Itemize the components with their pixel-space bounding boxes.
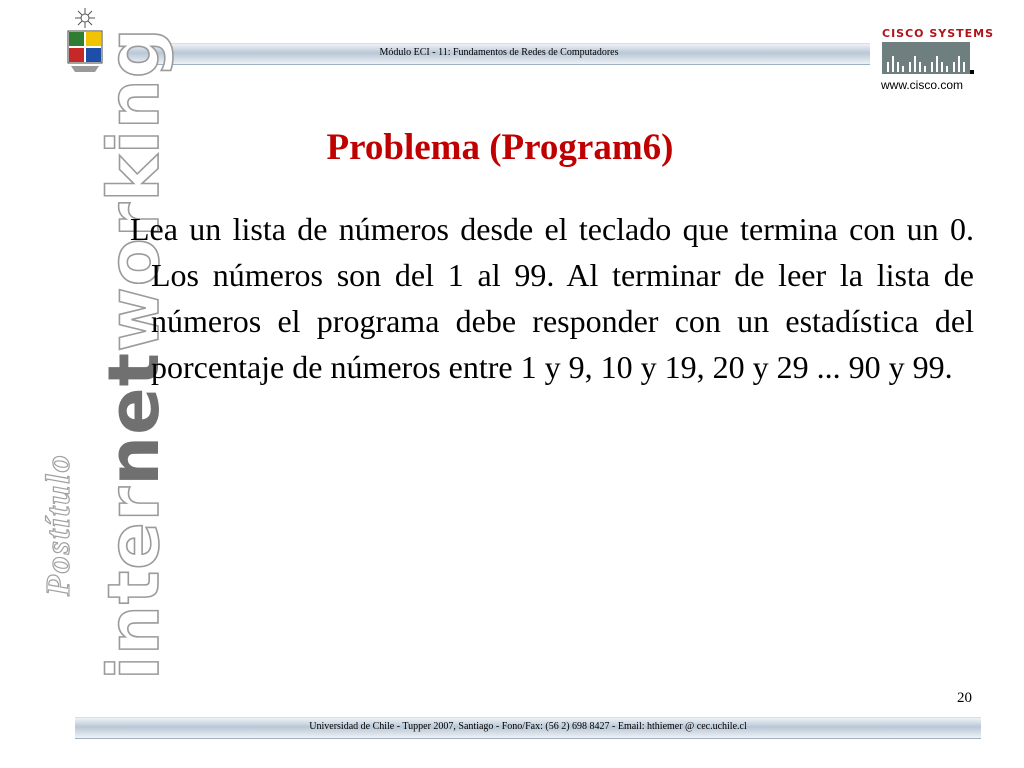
postitulo-watermark: Postítulo (40, 453, 77, 596)
watermark-net: net (93, 351, 175, 486)
header-course-title: Módulo ECI - 11: Fundamentos de Redes de Computadores (379, 47, 619, 58)
cisco-bars-logo (882, 42, 974, 76)
slide-body-text: Lea un lista de números desde el teclado que termina con un 0. Los números son del 1 al 99. Al terminar de leer la lista de números el programa debe responder con un estadística del porcentaje de números entre 1 y 9, 10 y 19, 20 y 29 ... 90 y 99. (130, 211, 974, 385)
watermark-inter: inter (93, 485, 175, 680)
footer-band (75, 717, 981, 739)
slide-title: Problema (Program6) (326, 127, 674, 168)
cisco-bridge-icon (882, 42, 974, 76)
watermark-working: working (93, 27, 175, 352)
header-band (128, 43, 870, 65)
cisco-systems-logo-text: CISCO SYSTEMS (882, 27, 995, 40)
page-number: 20 (957, 690, 972, 706)
footer-contact-text: Universidad de Chile - Tupper 2007, Santiago - Fono/Fax: (56 2) 698 8427 - Email: hthiemer @ cec.uchile.cl (309, 721, 747, 732)
cisco-url-text: www.cisco.com (881, 78, 964, 92)
